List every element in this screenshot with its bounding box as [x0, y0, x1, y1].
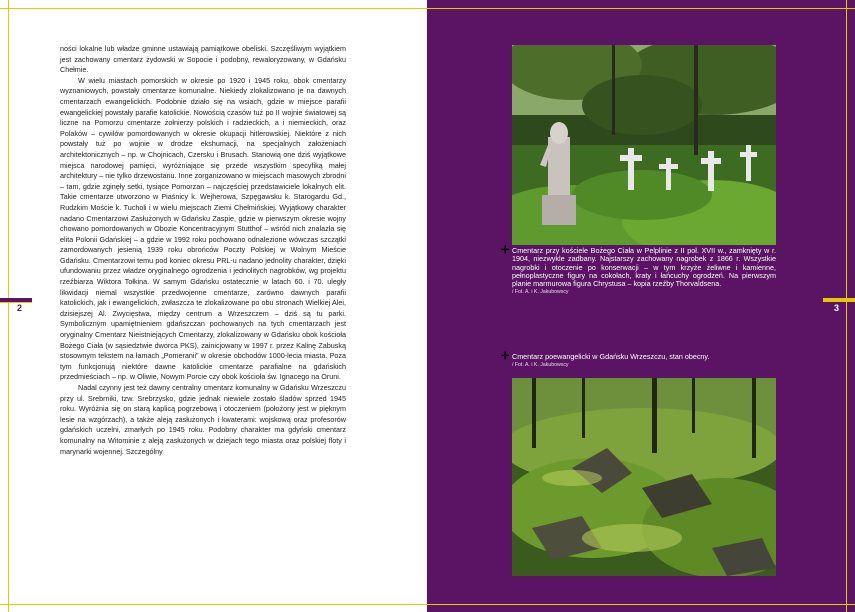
trim-line-right	[846, 0, 847, 612]
trim-line-left	[8, 0, 9, 612]
trim-line-bottom	[0, 604, 855, 605]
page-marker-right	[823, 298, 855, 302]
caption-wrzeszcz-text: Cmentarz poewangelicki w Gdańsku Wrzeszczu, stan obecny.	[512, 352, 710, 361]
cross-icon: ✛	[501, 351, 510, 362]
caption-wrzeszcz-credit: / Fot. A. i K. Jakubowscy	[512, 362, 569, 369]
page-marker-left-accent	[0, 302, 32, 303]
page-number-left: 2	[17, 303, 23, 313]
caption-wrzeszcz	[512, 353, 776, 369]
photo-wrzeszcz-illustration	[512, 378, 776, 576]
body-text	[60, 44, 346, 457]
caption-pelplin-text: Cmentarz przy kościele Bożego Ciała w Pelplinie z II poł. XVII w., zamknięty w r. 1904, niezwykle zadbany. Najstarszy zachowany nagrobek z 1866 r. Wszystkie nagrobki i otoczenie po konserwacji – w tym krzyże żeliwne i kamienne, pełnoplastyczne figury na cokołach, kraty i łańcuchy ogrodzeń. Na pierwszym planie marmurowa figura Chrystusa – kopia rzeźby Thorvaldsena.	[512, 246, 776, 289]
page-number-right: 3	[834, 303, 840, 313]
caption-pelplin-credit: / Fot. A. i K. Jakubowscy	[512, 289, 569, 296]
paragraph-2: W wielu miastach pomorskich w okresie po 1920 i 1945 roku, obok cmentarzy wyznaniowych, powstały cmentarze komunalne. Niekiedy zlokalizowano je na dawnych cmentarzach ewangelickich. Podobnie działo się na wsiach, gdzie w miejsce parafii ewangelickiej powstały parafie katolickie. Nowością czasów tuż po II wojnie światowej są liczne na Pomorzu cmentarze żołnierzy polskich i radzieckich, a i niemieckich, oraz Polaków – cywilów pomordowanych w okresie okupacji hitlerowskiej. Niektóre z nich powstały tuż po wojnie w drodze ekshumacji, na specjalnych założeniach architektonicznych – np. w Chojnicach, Czersku i Brusach. Stanowią one dziś wyjątkowe miejsca narodowej pamięci, wyróżniające się przede wszystkim specyfiką małej architektury – nie tylko drzewostanu. Inne zorganizowano w miejscach masowych zbrodni – tam, gdzie zginęły setki, tysiące Pomorzan – najczęściej przedstawiciele lokalnych elit. Takie cmentarze utworzono w Piaśnicy k. Wejherowa, Szpęgawsku k. Starogardu Gd., Rudzkim Moście k. Tucholi i w wielu miejscach Ziemi Chełmińskiej. Wyjątkowy charakter nadano Cmentarzowi Zasłużonych w Gdańsku Zaspie, gdzie w pierwszym okresie wojny chowano pomordowanych w Obozie Koncentracyjnym Stutthof – wśród nich znalazła się elita Polonii Gdańskiej – a gdzie w 1992 roku pochowano odnalezione wówczas szczątki zamordowanych jesienią 1939 roku obrońców Poczty Polskiej w Wolnym Mieście Gdańsku. Cmentarzowi temu pod koniec okresu PRL-u nadano jednolity charakter, dzięki ufundowaniu przez władze oryginalnego ogrodzenia i jednolitych nagrobków, wg projektu rzeźbiarza Wiktora Tołkina. W samym Gdańsku ostatecznie w latach 60. i 70. uległy likwidacji niemal wszystkie przedwojenne cmentarze, zarówno dawnych parafii katolickich, jak i ewangelickich, zwłaszcza te zlokalizowane po obu stronach Wielkiej Alei, dzisiejszej Al. Zwycięstwa, między centrum a Wrzeszczem – dziś są tu parki. Symbolicznym upamiętnieniem gdańszczan pochowanych na tych cmentarzach jest oryginalny Cmentarz Nieistniejących Cmentarzy, zlokalizowany w Gdańsku obok kościoła Bożego Ciała (w sąsiedztwie dworca PKS), zainicjowany w 1997 r. przez Kalinę Zabuską stosownym tekstem na łamach „Pomeranii” w okresie obchodów 1000-lecia miasta. Poza tym funkcjonują niektóre dawne katolickie cmentarze parafialne na gdańskich przedmieściach – np. w Oliwie, Nowym Porcie czy obok kościoła św. Ignacego na Oruni.	[60, 75, 346, 382]
paragraph-3: Nadal czynny jest też dawny centralny cmentarz komunalny w Gdańsku Wrzeszczu przy ul. Srebrniki, tzw. Srebrzysko, gdzie jednak niewiele zostało śladów sprzed 1945 roku. Wyróżnia się on starą kaplicą pogrzebową i otoczeniem (położony jest w pięknym lesie na wzgórzach), a także aleją zasłużonych i kwaterami: wojskową oraz profesorów gdańskich uczelni, zmarłych po 1945 roku. Podobny charakter ma gdyński cmentarz komunalny na Witominie z aleją zasłużonych w dziejach tego miasta oraz polskiej floty i marynarki wojennej. Szczególny	[60, 383, 346, 456]
trim-line-top	[0, 8, 855, 9]
photo-pelplin-illustration	[512, 45, 776, 245]
photo-pelplin-cemetery	[512, 45, 776, 245]
paragraph-1: ności lokalne lub władze gminne ustawiają pamiątkowe obeliski. Szczęśliwym wyjątkiem jest zachowany cmentarz żydowski w Sopocie i podobny, rewaloryzowany, w Gdańsku Chełmie.	[60, 44, 346, 75]
cross-icon: ✛	[501, 245, 510, 256]
photo-wrzeszcz-cemetery	[512, 378, 776, 576]
caption-pelplin	[512, 247, 776, 296]
